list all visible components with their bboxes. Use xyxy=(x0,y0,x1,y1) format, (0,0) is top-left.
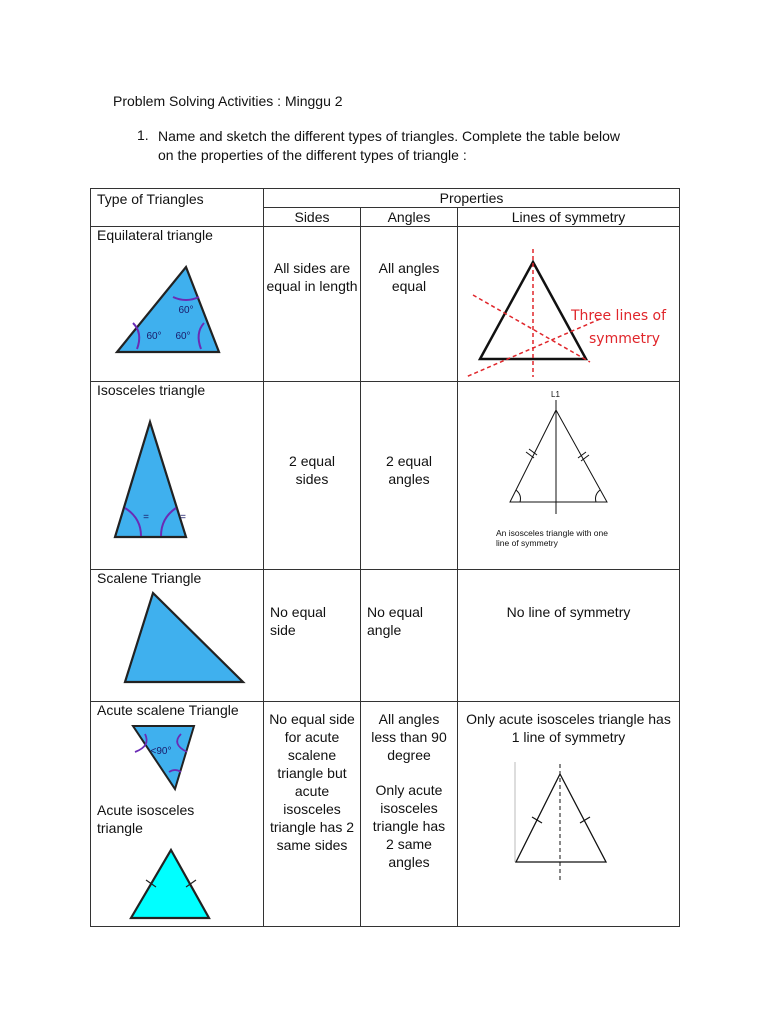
angles-cell xyxy=(361,570,458,702)
sides-text: No equal side xyxy=(270,604,327,638)
table-row xyxy=(91,702,680,927)
sides-text: All sides are equal in length xyxy=(266,260,358,294)
equilateral-triangle-sketch xyxy=(91,227,263,382)
symmetry-text: No line of symmetry xyxy=(506,604,631,620)
sides-cell xyxy=(264,382,361,570)
isosceles-symmetry-sketch xyxy=(458,382,680,570)
symmetry-caption: Three lines of xyxy=(571,308,667,324)
symmetry-cell xyxy=(458,570,680,702)
type-cell xyxy=(91,570,264,702)
scalene-triangle-sketch xyxy=(91,570,263,702)
angles-text: All angles equal xyxy=(378,260,440,294)
header-type: Type of Triangles xyxy=(91,189,264,227)
header-symmetry: Lines of symmetry xyxy=(458,208,680,227)
acute-isosceles-symmetry-sketch xyxy=(458,702,680,927)
type-label: Isosceles triangle xyxy=(97,382,206,398)
type-label: Acute scalene Triangle xyxy=(97,702,239,718)
type-cell xyxy=(91,227,264,382)
angles-text: Only acute isosceles triangle has 2 same angles xyxy=(372,782,446,870)
header-sides: Sides xyxy=(264,208,361,227)
type-cell xyxy=(91,382,264,570)
type-cell xyxy=(91,702,264,927)
angle-label: 60° xyxy=(178,305,194,316)
question-number: 1. xyxy=(137,127,149,143)
symmetry-cell xyxy=(458,227,680,382)
angles-text: No equal angle xyxy=(367,604,424,638)
angles-cell xyxy=(361,227,458,382)
angle-label: 60° xyxy=(146,331,162,342)
axis-label: L1 xyxy=(551,390,560,399)
page-heading: Problem Solving Activities : Minggu 2 xyxy=(113,93,343,109)
sides-cell xyxy=(264,570,361,702)
sides-text: No equal side for acute scalene triangle but acute isosceles triangle has 2 same sides xyxy=(269,711,355,853)
angles-cell xyxy=(361,382,458,570)
type-label: Acute isosceles triangle xyxy=(97,802,195,836)
sides-cell xyxy=(264,702,361,927)
angles-cell xyxy=(361,702,458,927)
type-label: Equilateral triangle xyxy=(97,227,213,243)
equilateral-symmetry-sketch xyxy=(458,227,680,382)
symmetry-caption: line of symmetry xyxy=(496,538,558,548)
type-label: Scalene Triangle xyxy=(97,570,202,586)
properties-table xyxy=(90,188,680,927)
symmetry-cell xyxy=(458,702,680,927)
isosceles-triangle-sketch xyxy=(91,382,263,570)
symmetry-text: Only acute isosceles triangle has 1 line of symmetry xyxy=(466,711,671,745)
acute-triangles-sketch xyxy=(91,702,263,927)
angle-label: <90° xyxy=(150,746,172,757)
sides-cell xyxy=(264,227,361,382)
header-angles: Angles xyxy=(361,208,458,227)
symmetry-cell xyxy=(458,382,680,570)
question-text: Name and sketch the different types of triangles. Complete the table below on the properties of the different types of triangle : xyxy=(158,128,621,163)
angles-text: All angles less than 90 degree xyxy=(371,711,447,763)
angle-label: 60° xyxy=(175,331,191,342)
sides-text: 2 equal sides xyxy=(289,453,335,487)
angle-mark: = xyxy=(143,512,149,523)
symmetry-caption: symmetry xyxy=(589,331,660,347)
angle-mark: = xyxy=(180,512,186,523)
symmetry-caption: An isosceles triangle with one xyxy=(496,528,608,538)
angles-text: 2 equal angles xyxy=(386,453,432,487)
header-properties: Properties xyxy=(264,189,680,208)
table-row xyxy=(91,382,680,570)
table-row xyxy=(91,570,680,702)
table-row xyxy=(91,227,680,382)
